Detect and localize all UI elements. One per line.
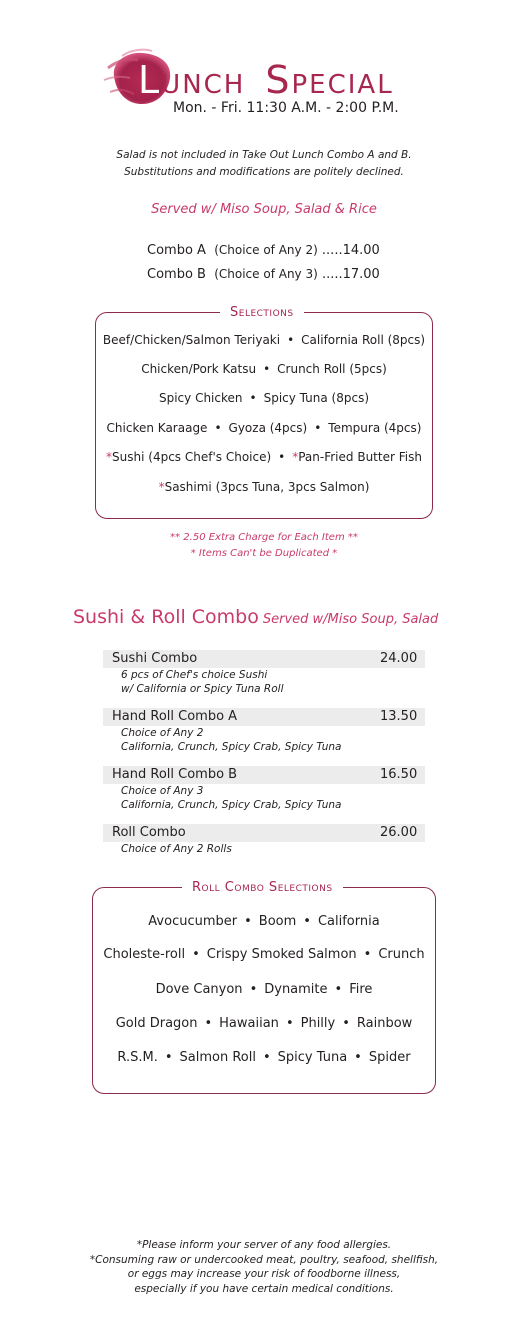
roll-combo-selections-title: Roll Combo Selections [182, 880, 343, 895]
menu-item-name: Hand Roll Combo B [112, 767, 238, 782]
selection-row-2: Chicken/Pork Katsu • Crunch Roll (5pcs) [141, 362, 387, 376]
roll-row-1: Avocucumber • Boom • California [148, 914, 380, 929]
selections-title: Selections [220, 305, 304, 320]
extra-charge-line: ** 2.50 Extra Charge for Each Item ** [170, 532, 358, 543]
selection-row-6: *Sashimi (3pcs Tuna, 3pcs Salmon) [158, 480, 370, 494]
selection-row-1: Beef/Chicken/Salmon Teriyaki • California Roll (8pcs) [102, 333, 426, 347]
title-initial-s: S [265, 58, 292, 102]
menu-item-price: 13.50 [380, 709, 418, 724]
combo-b-line: Combo B (Choice of Any 3) .....17.00 [147, 267, 380, 282]
combo-a-line: Combo A (Choice of Any 2) .....14.00 [147, 243, 380, 258]
served-with-note: Served w/ Miso Soup, Salad & Rice [151, 202, 377, 217]
note-line-2: Substitutions and modifications are politely declined. [124, 166, 404, 178]
selections-box [95, 305, 433, 519]
roll-combo-selections-box [92, 880, 436, 1094]
sushi-roll-combo-title: Sushi & Roll Combo Served w/Miso Soup, Salad [73, 606, 439, 628]
sushi-roll-combo-subtitle: Served w/Miso Soup, Salad [262, 612, 439, 627]
selection-row-4: Chicken Karaage • Gyoza (4pcs) • Tempura (4pcs) [106, 421, 422, 435]
roll-row-3: Dove Canyon • Dynamite • Fire [155, 982, 373, 997]
disclaimer-line-2: *Consuming raw or undercooked meat, poultry, seafood, shellfish, [89, 1253, 439, 1266]
lunch-special-header [0, 42, 528, 122]
roll-row-2: Choleste-roll • Crispy Smoked Salmon • Crunch [103, 947, 425, 962]
page-title [138, 58, 394, 102]
takeout-note [0, 147, 528, 181]
title-initial-l: L [138, 58, 162, 102]
menu-item-desc: Choice of Any 2 Rolls [121, 843, 232, 855]
note-line-1: Salad is not included in Take Out Lunch Combo A and B. [116, 149, 412, 161]
roll-row-4: Gold Dragon • Hawaiian • Philly • Rainbow [115, 1016, 413, 1031]
title-word-lunch: UNCH [161, 70, 246, 100]
disclaimer-line-4: especially if you have certain medical conditions. [134, 1282, 394, 1295]
menu-item-name: Roll Combo [112, 825, 186, 840]
menu-item-name: Hand Roll Combo A [112, 709, 238, 724]
menu-item-desc: 6 pcs of Chef's choice Sushi w/ California or Spicy Tuna Roll [121, 669, 284, 695]
menu-item-price: 16.50 [380, 767, 418, 782]
selection-row-3: Spicy Chicken • Spicy Tuna (8pcs) [158, 391, 370, 405]
menu-item-name: Sushi Combo [112, 651, 198, 666]
menu-item-desc: Choice of Any 2 California, Crunch, Spicy Crab, Spicy Tuna [121, 727, 342, 753]
roll-row-5: R.S.M. • Salmon Roll • Spicy Tuna • Spider [117, 1050, 411, 1065]
menu-item-price: 24.00 [380, 651, 418, 666]
disclaimer-line-1: *Please inform your server of any food allergies. [136, 1239, 392, 1251]
extra-charge-notes [0, 530, 528, 562]
disclaimer-line-3: or eggs may increase your risk of foodborne illness, [127, 1268, 401, 1280]
no-duplicate-line: * Items Can't be Duplicated * [190, 548, 338, 559]
menu-item-desc: Choice of Any 3 California, Crunch, Spicy Crab, Spicy Tuna [121, 785, 342, 811]
title-word-special: PECIAL [291, 70, 394, 100]
lunch-hours: Mon. - Fri. 11:30 A.M. - 2:00 P.M. [173, 100, 399, 116]
selection-row-5: *Sushi (4pcs Chef's Choice) • *Pan-Fried Butter Fish [106, 450, 422, 464]
allergy-disclaimer [0, 1238, 528, 1296]
menu-item-price: 26.00 [380, 825, 418, 840]
